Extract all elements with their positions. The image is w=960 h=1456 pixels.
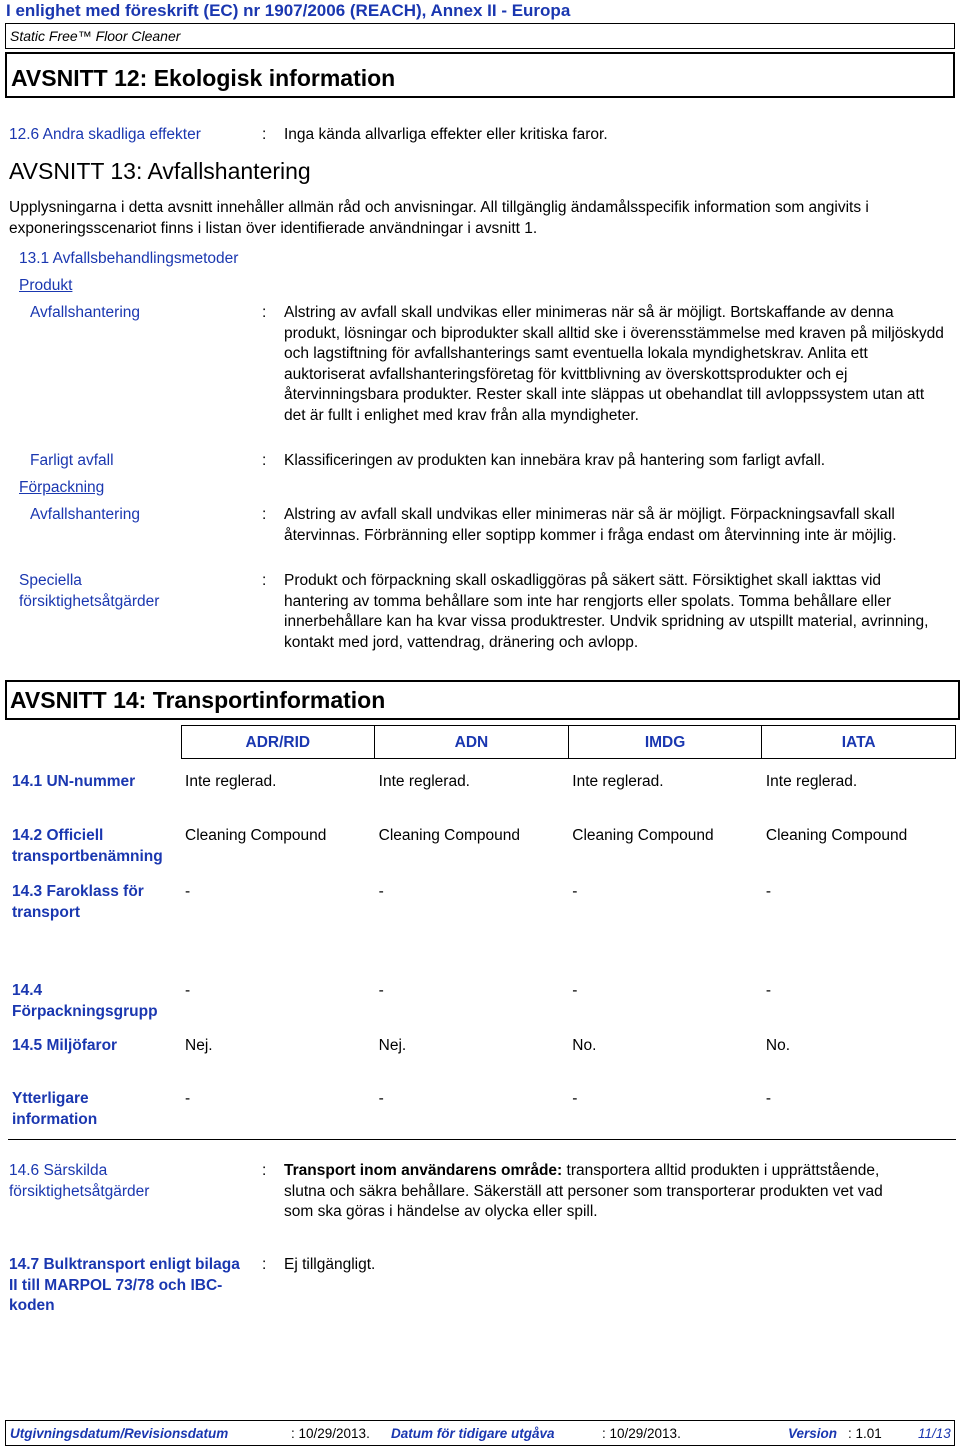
table-cell: Inte reglerad.	[765, 772, 858, 790]
section-14-6-label: 14.6 Särskilda försiktighetsåtgärder	[9, 1162, 150, 1200]
colon: :	[262, 506, 267, 523]
section-14-heading	[5, 680, 960, 720]
row-label: 14.4 Förpackningsgrupp	[12, 981, 158, 1020]
table-row	[8, 825, 956, 881]
table-cell: -	[185, 981, 191, 999]
table-cell: -	[572, 882, 578, 900]
table-cell: -	[572, 981, 578, 999]
special-precautions-label: Speciella försiktighetsåtgärder	[19, 572, 160, 610]
row-label: 14.2 Officiell transportbenämning	[12, 826, 163, 865]
page-number: 11/13	[918, 1426, 951, 1441]
product-disposal-label: Avfallshantering	[30, 304, 141, 321]
issue-date-value: : 10/29/2013.	[291, 1426, 370, 1441]
table-row	[8, 980, 956, 1035]
table-cell: Nej.	[378, 1036, 407, 1054]
version-value: : 1.01	[848, 1426, 882, 1441]
row-label: Ytterligare information	[12, 1089, 98, 1128]
hazardous-waste-value: Klassificeringen av produkten kan innebära krav på hantering som farligt avfall.	[284, 452, 826, 469]
column-header-iata: IATA	[762, 726, 956, 759]
table-cell: No.	[765, 1036, 790, 1054]
table-row	[8, 1035, 956, 1088]
table-cell: -	[765, 1089, 772, 1107]
header-empty-cell	[8, 726, 181, 759]
footer	[5, 1420, 955, 1446]
document-header-title: I enlighet med föreskrift (EC) nr 1907/2006 (REACH), Annex II - Europa	[6, 1, 571, 20]
colon: :	[262, 452, 267, 469]
table-cell: Inte reglerad.	[378, 772, 470, 790]
table-cell: -	[765, 882, 772, 900]
section-12-heading	[5, 52, 955, 98]
table-cell: Cleaning Compound	[378, 826, 520, 844]
table-cell: -	[185, 1089, 191, 1107]
table-cell: Inte reglerad.	[572, 772, 664, 790]
table-cell: No.	[572, 1036, 597, 1054]
packaging-heading: Förpackning	[19, 479, 105, 496]
section-14-6-value	[284, 1161, 909, 1223]
table-cell: Cleaning Compound	[765, 826, 908, 844]
row-label: 14.1 UN-nummer	[12, 772, 136, 790]
table-cell: Nej.	[185, 1036, 213, 1054]
product-disposal-value: Alstring av avfall skall undvikas eller minimeras när så är möjligt. Bortskaffande av denna produkt, lösningar och biprodukter skall alltid ske i överensstämmelse med kraven på miljöskydd och lagstiftning för avfallshanterings samt eventuella lokala myndighetskrav. Anlita ett auktoriserat avfallshanteringsföretag för kvittblivning av överskottsprodukter och ej återvinningsbara produkter. Rester skall inte släppas ut obehandlat till avloppssystem utan att det är fullt i enlighet med krav från alla myndigheter.	[284, 304, 944, 424]
section-14-title: AVSNITT 14: Transportinformation	[10, 687, 386, 713]
section-13-1-heading: 13.1 Avfallsbehandlingsmetoder	[19, 250, 239, 267]
column-header-adn: ADN	[375, 726, 569, 759]
special-precautions-value: Produkt och förpackning skall oskadliggöras på säkert sätt. Försiktighet skall iakttas vid hantering av tomma behållare som inte har rengjorts eller spolats. Tomma behållare eller innerbehållare kan ha kvar vissa produktrester. Undvik spridning av utspillt material, avrinning, kontakt med jord, vattendrag, dränering och avlopp.	[284, 572, 929, 651]
table-row	[8, 1088, 956, 1140]
column-header-imdg: IMDG	[568, 726, 762, 759]
colon: :	[262, 1162, 267, 1179]
product-name-box	[5, 23, 955, 49]
transport-table-header	[8, 726, 956, 759]
colon: :	[262, 1256, 267, 1273]
table-cell: -	[378, 1089, 384, 1107]
table-cell: -	[765, 981, 772, 999]
previous-date-value: : 10/29/2013.	[602, 1426, 681, 1441]
row-label: 14.3 Faroklass för transport	[12, 882, 144, 921]
product-heading: Produkt	[19, 277, 73, 294]
section-12-6-label: 12.6 Andra skadliga effekter	[9, 126, 201, 143]
packaging-disposal-label: Avfallshantering	[30, 506, 141, 523]
previous-date-label: Datum för tidigare utgåva	[391, 1426, 555, 1441]
table-row	[8, 771, 956, 825]
hazardous-waste-label: Farligt avfall	[30, 452, 114, 469]
table-cell: Inte reglerad.	[185, 772, 277, 790]
table-cell: -	[378, 981, 384, 999]
row-label: 14.5 Miljöfaror	[12, 1036, 118, 1054]
colon: :	[262, 304, 267, 321]
table-row	[8, 881, 956, 980]
section-14-6-text: transportera alltid produkten i upprättstående, slutna och säkra behållare. Säkerställ att personer som transporterar produkten vet vad som ska göras i händelse av olycka eller spill.	[284, 1162, 883, 1220]
colon: :	[262, 126, 267, 143]
product-name: Static Free™ Floor Cleaner	[10, 28, 181, 44]
section-14-7-value: Ej tillgängligt.	[284, 1256, 376, 1273]
table-cell: -	[378, 882, 384, 900]
table-cell: Cleaning Compound	[185, 826, 327, 844]
version-label: Version	[788, 1426, 838, 1441]
section-12-title: AVSNITT 12: Ekologisk information	[11, 65, 396, 91]
table-cell: Cleaning Compound	[572, 826, 714, 844]
issue-date-label: Utgivningsdatum/Revisionsdatum	[10, 1426, 229, 1441]
table-cell: -	[572, 1089, 578, 1107]
packaging-disposal-value: Alstring av avfall skall undvikas eller minimeras när så är möjligt. Förpackningsavfall skall återvinnas. Förbränning eller soptipp kommer i fråga endast om återvinning inte är möjlig.	[284, 506, 897, 544]
section-14-7-label: 14.7 Bulktransport enligt bilaga II till MARPOL 73/78 och IBC-koden	[9, 1256, 240, 1314]
table-cell: -	[185, 882, 191, 900]
section-13-intro: Upplysningarna i detta avsnitt innehåller allmän råd och anvisningar. All tillgänglig ändamålsspecifik information som angivits i exponeringsscenariot finns i listan över identifierade användningar i avsnitt 1.	[9, 199, 869, 237]
column-header-adr-rid: ADR/RID	[181, 726, 375, 759]
colon: :	[262, 572, 267, 589]
transport-table	[8, 725, 956, 1140]
section-14-6-bold: Transport inom användarens område:	[284, 1162, 563, 1179]
section-12-6-value: Inga kända allvarliga effekter eller kritiska faror.	[284, 126, 608, 143]
section-13-title: AVSNITT 13: Avfallshantering	[9, 158, 311, 184]
